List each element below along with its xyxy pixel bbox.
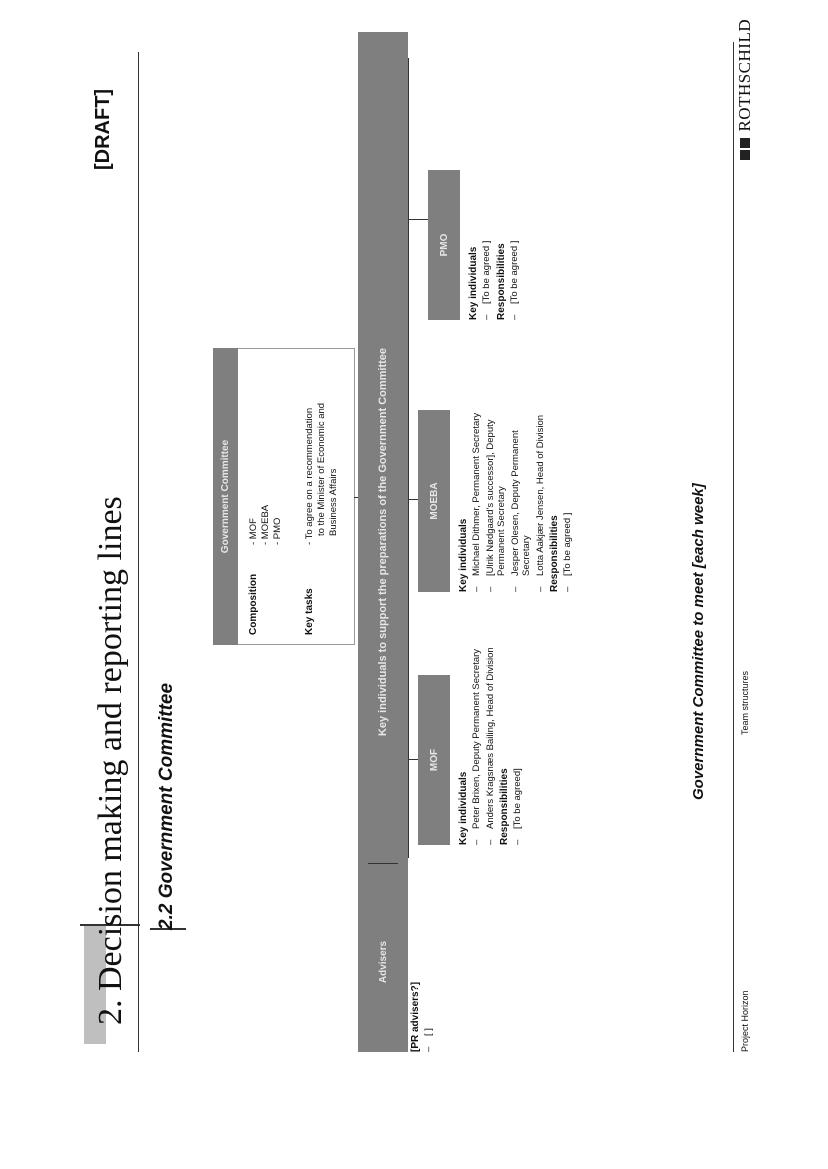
key-task-line: - To agree on a recommendation: [304, 407, 315, 545]
moeba-resp-list: [562, 392, 574, 592]
composition-label: Composition: [248, 573, 259, 635]
key-tasks-label: Key tasks: [304, 588, 315, 635]
list-item: – Jesper Olesen, Deputy Permanent Secretary: [510, 392, 533, 592]
connector-line: [368, 863, 398, 864]
advisers-box: Advisers: [368, 872, 398, 1052]
list-item: – Michael Dithmer, Permanent Secretary: [471, 392, 483, 592]
pmo-box: PMO: [428, 170, 460, 320]
page-title: 2. Decision making and reporting lines: [92, 496, 129, 1025]
moeba-resp-label: Responsibilities: [549, 515, 560, 592]
pmo-resp-list: [509, 140, 521, 320]
list-item: – Anders Kragsnæs Bailing, Head of Division: [485, 645, 497, 845]
committee-heading: Government Committee: [213, 348, 238, 645]
rotated-slide: [8, 18, 798, 1060]
advisers-list: [423, 882, 435, 1052]
footer-project: Project Horizon: [740, 990, 750, 1052]
logo-square-icon: [740, 138, 750, 148]
section-subtitle: 2.2 Government Committee: [156, 682, 177, 930]
mof-resp-list: [512, 645, 524, 845]
composition-item: - MOEBA: [260, 504, 271, 545]
mof-key-label: Key individuals: [458, 771, 469, 845]
list-item: – [To be agreed ]: [481, 140, 493, 320]
list-item: – [Ulrik Nødgaard's successor], Deputy Permanent Secretary: [485, 392, 508, 592]
mof-box: MOF: [418, 675, 450, 845]
draft-label: [DRAFT]: [92, 88, 114, 170]
logo-square-icon: [740, 150, 750, 160]
connector-line: [408, 759, 418, 760]
key-task-line: Business Affairs: [328, 468, 339, 536]
advisers-content: [408, 882, 438, 1052]
connector-line: [408, 219, 428, 220]
moeba-content: [456, 392, 577, 592]
pmo-content: [466, 140, 523, 320]
mof-resp-label: Responsibilities: [499, 768, 510, 845]
logo-text: ROTHSCHILD: [735, 18, 754, 132]
footer-section: Team structures: [740, 670, 750, 735]
pmo-key-list: [481, 140, 493, 320]
list-item: – Lotta Aakjær Jensen, Head of Division: [535, 392, 547, 592]
title-rule: [138, 52, 139, 1052]
moeba-key-list: [471, 392, 546, 592]
support-bar: Key individuals to support the preparations of the Government Committee: [358, 32, 408, 1052]
key-tasks-list: [304, 403, 340, 545]
list-item: – [To be agreed]: [512, 645, 524, 845]
moeba-key-label: Key individuals: [458, 518, 469, 592]
composition-item: - MOF: [248, 518, 259, 545]
key-task-line: to the Minister of Economic and: [316, 402, 327, 536]
connector-line: [408, 58, 409, 858]
connector-line: [408, 499, 418, 500]
composition-item: - PMO: [272, 517, 283, 545]
list-item: – [To be agreed ]: [562, 392, 574, 592]
list-item: – Peter Brixen, Deputy Permanent Secretary: [471, 645, 483, 845]
rothschild-logo: [735, 19, 755, 160]
list-item: – [To be agreed ]: [509, 140, 521, 320]
list-item: – [ ]: [423, 882, 435, 1052]
advisers-heading: [PR advisers?]: [410, 981, 421, 1052]
mof-key-list: [471, 645, 496, 845]
footer-rule: [733, 42, 734, 1052]
meeting-note: Government Committee to meet [each week]: [690, 483, 707, 800]
mof-content: [456, 645, 527, 845]
composition-list: [248, 505, 284, 545]
moeba-box: MOEBA: [418, 410, 450, 592]
pmo-resp-label: Responsibilities: [495, 243, 507, 320]
pmo-key-label: Key individuals: [468, 246, 479, 320]
